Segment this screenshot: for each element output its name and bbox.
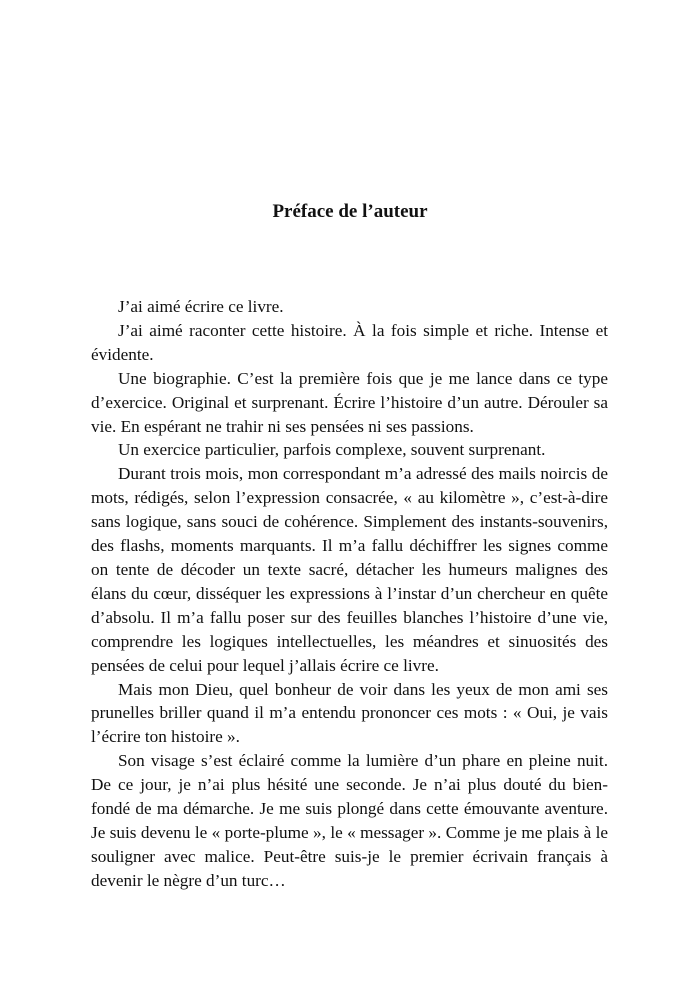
paragraph: J’ai aimé écrire ce livre. [118,297,284,316]
paragraph: Une biographie. C’est la première fois que je me lance dans ce type d’exercice. Original et surprenant. Écrire l’histoire d’un autre. Dérouler sa vie. En espérant ne trahir ni ses pensées ni ses passions. [91,368,608,436]
paragraph: Durant trois mois, mon correspondant m’a adressé des mails noircis de mots, rédigés, selon l’expression consacrée, « au kilomètre », c’est-à-dire sans logique, sans souci de cohérence. Simplement des instants-souvenirs, des flashs, moments marquants. Il m’a fallu déchiffrer les signes comme on tente de décoder un texte sacré, détacher les humeurs malignes des élans du cœur, disséquer les expressions à l’instar d’un chercheur en quête d’absolu. Il m’a fallu poser sur des feuilles blanches l’histoire d’une vie, comprendre les logiques intellectuelles, les méandres et sinuosités des pensées de celui pour lequel j’allais écrire ce livre. [91,464,608,675]
paragraph: Son visage s’est éclairé comme la lumière d’un phare en pleine nuit. De ce jour, je n’ai plus hésité une seconde. Je n’ai plus douté du bien-fondé de ma démarche. Je me suis plongé dans cette émouvante aventure. Je suis devenu le « porte-plume », le « messager ». Comme je me plais à le souligner avec malice. Peut-être suis-je le premier écrivain français à devenir le nègre d’un turc… [91,751,608,890]
paragraph: J’ai aimé raconter cette histoire. À la fois simple et riche. Intense et évidente. [91,320,608,364]
paragraph: Mais mon Dieu, quel bonheur de voir dans les yeux de mon ami ses prunelles briller quand il m’a entendu prononcer ces mots : « Oui, je vais l’écrire ton histoire ». [91,679,608,747]
preface-title: Préface de l’auteur [272,201,428,222]
paragraph: Un exercice particulier, parfois complexe, souvent surprenant. [118,440,546,460]
preface-body [91,295,608,893]
